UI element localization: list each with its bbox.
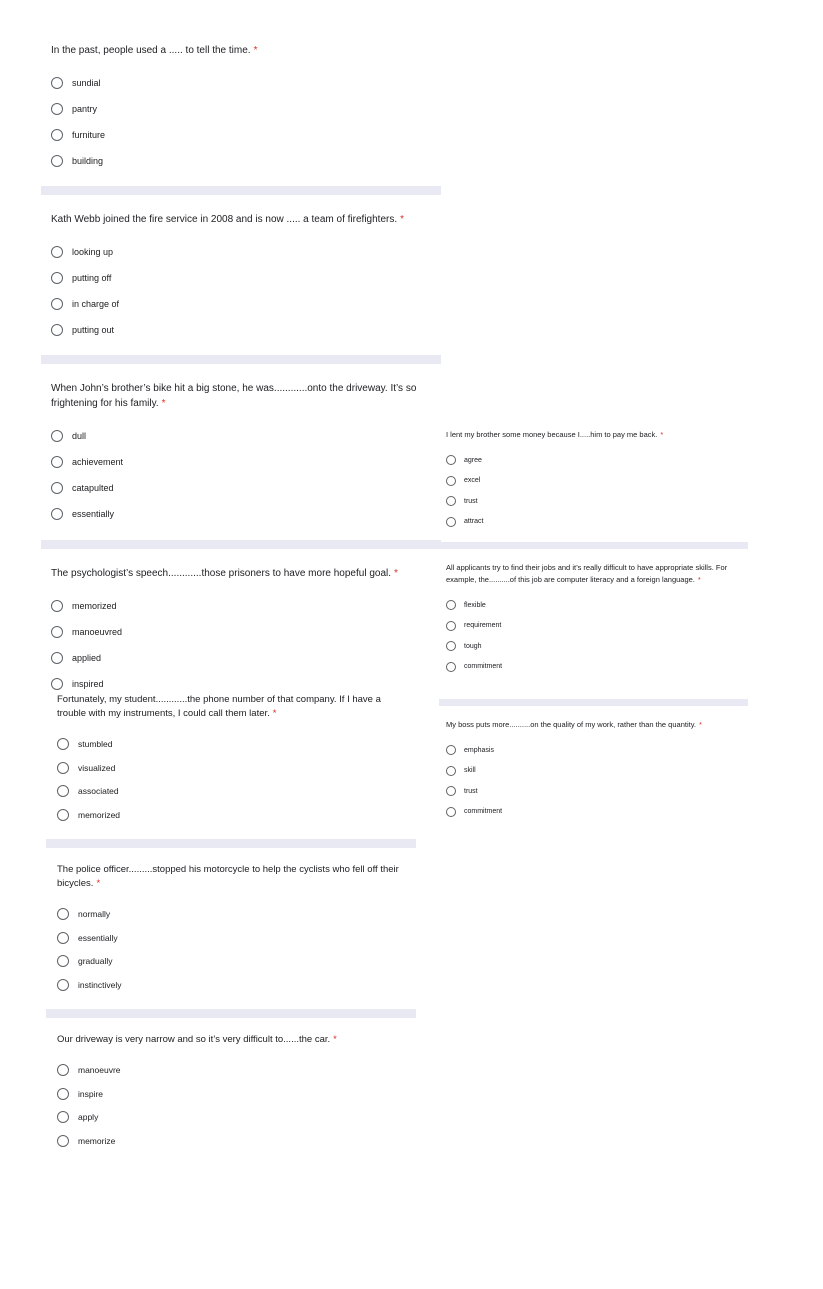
section-divider (46, 1009, 416, 1018)
radio-circle-icon[interactable] (51, 456, 63, 468)
radio-circle-icon[interactable] (446, 476, 456, 486)
radio-circle-icon[interactable] (57, 738, 69, 750)
radio-group (51, 423, 436, 527)
radio-option[interactable]: applied (51, 645, 441, 671)
radio-circle-icon[interactable] (57, 908, 69, 920)
radio-circle-icon[interactable] (446, 766, 456, 776)
radio-group (446, 595, 736, 677)
radio-option[interactable]: memorized (51, 593, 441, 619)
section-divider (439, 699, 748, 706)
required-asterisk: * (394, 568, 398, 579)
radio-circle-icon[interactable] (57, 762, 69, 774)
radio-circle-icon[interactable] (446, 455, 456, 465)
required-asterisk: * (96, 878, 101, 889)
question-q8 (446, 429, 741, 532)
radio-circle-icon[interactable] (446, 807, 456, 817)
radio-option[interactable]: commitment (446, 802, 746, 823)
radio-option[interactable]: skill (446, 761, 746, 782)
question-title: All applicants try to find their jobs and it’s really difficult to have appropriate skills. For example, the..........of this job are computer literacy and a foreign language. * (446, 563, 728, 584)
radio-circle-icon[interactable] (57, 1111, 69, 1123)
radio-circle-icon[interactable] (57, 1064, 69, 1076)
radio-circle-icon[interactable] (446, 496, 456, 506)
required-asterisk: * (660, 430, 664, 439)
radio-option[interactable]: essentially (51, 501, 436, 527)
radio-option[interactable]: putting out (51, 317, 441, 343)
radio-circle-icon[interactable] (51, 77, 63, 89)
radio-option[interactable]: attract (446, 512, 741, 533)
required-asterisk: * (698, 720, 702, 729)
radio-circle-icon[interactable] (51, 246, 63, 258)
radio-option[interactable]: putting off (51, 265, 441, 291)
radio-group (51, 239, 441, 343)
radio-option[interactable]: agree (446, 450, 741, 471)
radio-option[interactable]: dull (51, 423, 436, 449)
radio-option[interactable]: associated (57, 780, 402, 804)
radio-option[interactable]: furniture (51, 122, 441, 148)
required-asterisk: * (253, 45, 258, 56)
radio-circle-icon[interactable] (446, 517, 456, 527)
radio-option[interactable]: visualized (57, 756, 402, 780)
section-divider (41, 540, 441, 549)
radio-option[interactable]: essentially (57, 926, 402, 950)
question-title: I lent my brother some money because I.....him to pay me back. * (446, 430, 664, 439)
radio-option[interactable]: sundial (51, 70, 441, 96)
radio-option[interactable]: achievement (51, 449, 436, 475)
radio-circle-icon[interactable] (51, 508, 63, 520)
radio-circle-icon[interactable] (57, 955, 69, 967)
question-title: My boss puts more..........on the quality of my work, rather than the quantity. * (446, 720, 702, 729)
radio-circle-icon[interactable] (446, 641, 456, 651)
radio-option[interactable]: manoeuvred (51, 619, 441, 645)
question-title: Fortunately, my student............the phone number of that company. If I have a trouble with my instruments, I could call them later. * (57, 694, 381, 719)
radio-option[interactable]: in charge of (51, 291, 441, 317)
radio-option[interactable]: catapulted (51, 475, 436, 501)
radio-group (51, 593, 441, 697)
question-q3 (51, 381, 436, 527)
radio-option[interactable]: looking up (51, 239, 441, 265)
radio-circle-icon[interactable] (51, 324, 63, 336)
radio-option[interactable]: excel (446, 471, 741, 492)
required-asterisk: * (697, 575, 701, 584)
section-divider (439, 542, 748, 549)
radio-option[interactable]: normally (57, 902, 402, 926)
question-title: Our driveway is very narrow and so it’s very difficult to......the car. * (57, 1034, 337, 1045)
question-title: In the past, people used a ..... to tell the time. * (51, 45, 258, 56)
radio-group (57, 902, 402, 997)
question-q4 (51, 566, 441, 697)
radio-circle-icon[interactable] (51, 272, 63, 284)
radio-circle-icon[interactable] (446, 621, 456, 631)
required-asterisk: * (333, 1034, 337, 1045)
radio-option[interactable]: building (51, 148, 441, 174)
question-q9 (446, 562, 736, 677)
section-divider (41, 355, 441, 364)
radio-option[interactable]: apply (57, 1106, 402, 1130)
radio-group (57, 732, 402, 827)
radio-circle-icon[interactable] (51, 129, 63, 141)
radio-group (51, 70, 441, 174)
question-q6 (57, 863, 402, 997)
radio-circle-icon[interactable] (57, 979, 69, 991)
radio-circle-icon[interactable] (446, 662, 456, 672)
radio-circle-icon[interactable] (51, 652, 63, 664)
radio-circle-icon[interactable] (446, 786, 456, 796)
radio-circle-icon[interactable] (51, 298, 63, 310)
radio-option[interactable]: gradually (57, 950, 402, 974)
required-asterisk: * (400, 214, 405, 225)
required-asterisk: * (272, 708, 277, 719)
radio-option[interactable]: manoeuvre (57, 1058, 402, 1082)
radio-option[interactable]: memorize (57, 1129, 402, 1153)
radio-option[interactable]: flexible (446, 595, 736, 616)
radio-circle-icon[interactable] (51, 626, 63, 638)
radio-circle-icon[interactable] (51, 103, 63, 115)
radio-circle-icon[interactable] (57, 932, 69, 944)
radio-option[interactable]: trust (446, 781, 746, 802)
radio-option[interactable]: emphasis (446, 740, 746, 761)
radio-circle-icon[interactable] (51, 155, 63, 167)
radio-circle-icon[interactable] (51, 482, 63, 494)
radio-circle-icon[interactable] (446, 745, 456, 755)
radio-option[interactable]: stumbled (57, 732, 402, 756)
radio-circle-icon[interactable] (57, 809, 69, 821)
radio-option[interactable]: instinctively (57, 973, 402, 997)
radio-circle-icon[interactable] (57, 785, 69, 797)
question-q2 (51, 212, 441, 343)
radio-option[interactable]: tough (446, 636, 736, 657)
radio-group (446, 740, 746, 822)
radio-group (57, 1058, 402, 1153)
question-title: The police officer.........stopped his motorcycle to help the cyclists who fell off their bicycles. * (57, 864, 399, 889)
radio-option[interactable]: pantry (51, 96, 441, 122)
question-q7 (57, 1033, 402, 1153)
radio-option[interactable]: inspired (51, 671, 441, 697)
radio-circle-icon[interactable] (57, 1088, 69, 1100)
radio-option[interactable]: requirement (446, 616, 736, 637)
question-q5 (57, 693, 402, 827)
question-title: Kath Webb joined the fire service in 2008 and is now ..... a team of firefighters. * (51, 214, 405, 225)
radio-option[interactable]: inspire (57, 1082, 402, 1106)
radio-group (446, 450, 741, 532)
question-q10 (446, 719, 746, 822)
radio-option[interactable]: commitment (446, 657, 736, 678)
radio-circle-icon[interactable] (57, 1135, 69, 1147)
question-title: The psychologist’s speech............those prisoners to have more hopeful goal. * (51, 568, 398, 579)
section-divider (46, 839, 416, 848)
question-q1 (51, 43, 441, 174)
radio-circle-icon[interactable] (51, 600, 63, 612)
radio-circle-icon[interactable] (51, 678, 63, 690)
section-divider (41, 186, 441, 195)
radio-option[interactable]: trust (446, 491, 741, 512)
radio-option[interactable]: memorized (57, 803, 402, 827)
required-asterisk: * (161, 398, 166, 409)
radio-circle-icon[interactable] (446, 600, 456, 610)
question-title: When John’s brother’s bike hit a big stone, he was............onto the driveway. It’s so frightening for his family. * (51, 383, 417, 409)
radio-circle-icon[interactable] (51, 430, 63, 442)
